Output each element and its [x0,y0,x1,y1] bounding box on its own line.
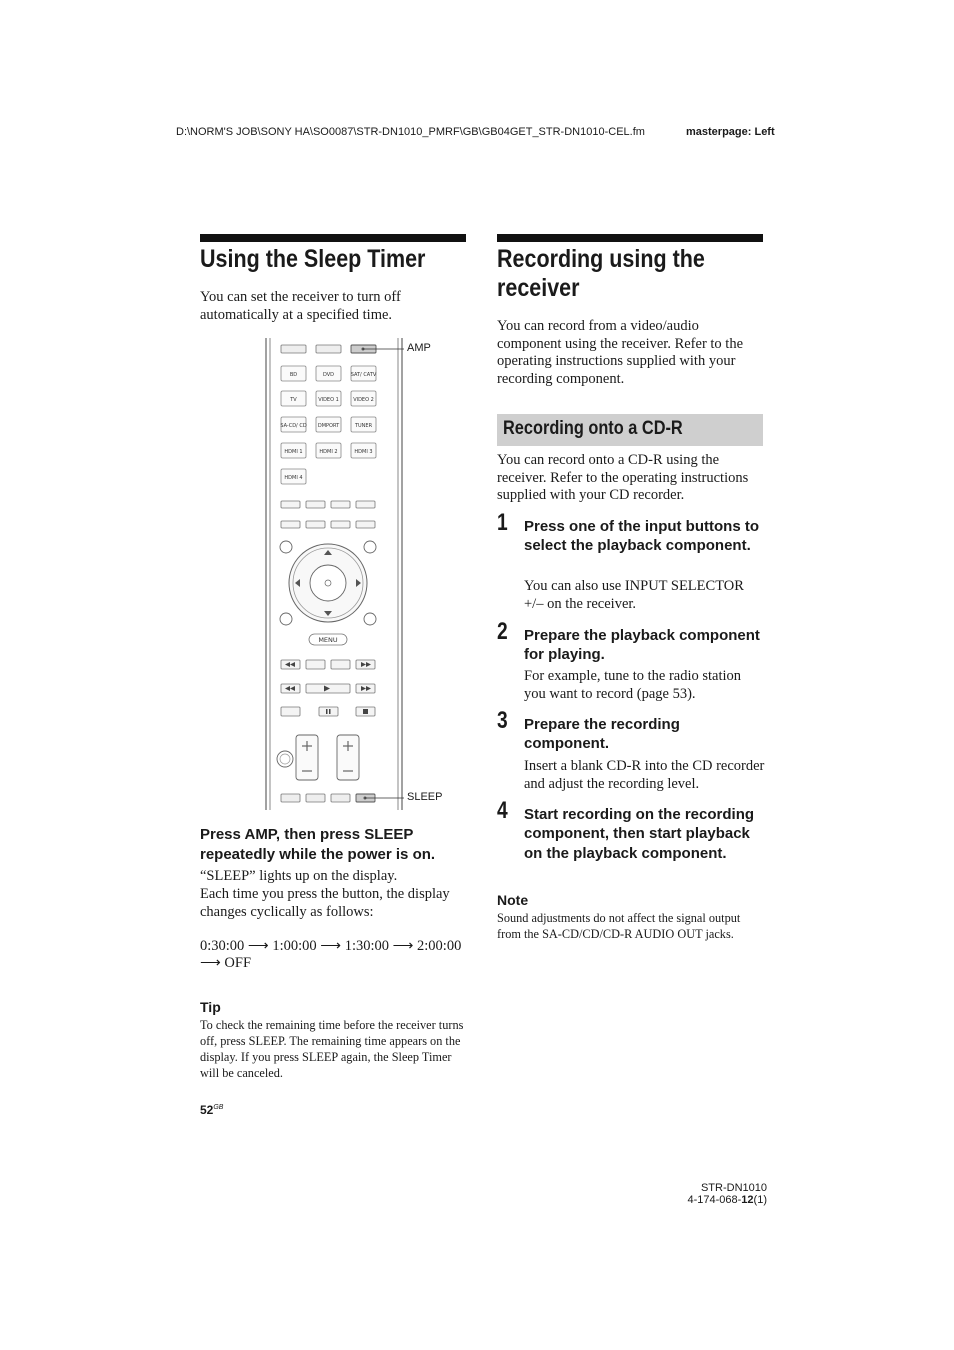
sleep-intro: You can set the receiver to turn off automatically at a specified time. [200,289,401,323]
step-number-3: 3 [497,707,508,734]
step-title-3: Prepare the recording component. [524,716,680,753]
remote-btn-sat: SAT/ CATV [350,372,377,378]
note-text: Sound adjustments do not affect the signal output from the SA-CD/CD/CD-R AUDIO OUT jacks. [497,911,741,941]
sleep-sequence-line1: 0:30:00 ⟶ 1:00:00 ⟶ 1:30:00 ⟶ 2:00:00 [200,938,462,954]
recording-title-line2: receiver [497,274,580,302]
page-number-suffix: GB [213,1104,224,1111]
step-body-2: For example, tune to the radio station you want to record (page 53). [524,668,742,702]
recording-title-line1: Recording using the [497,245,705,273]
remote-btn-bd: BD [289,372,298,378]
sleep-display-note: “SLEEP” lights up on the display. [200,868,398,884]
page-number-value: 52 [200,1103,214,1117]
document-code [687,1194,767,1206]
cdr-intro: You can record onto a CD-R using the receiver. Refer to the operating instructions supplied with your CD recorder. [497,452,749,504]
step-body-3: Insert a blank CD-R into the CD recorder and adjust the recording level. [524,758,765,792]
remote-btn-dvd: DVD [322,372,335,378]
remote-btn-hdmi1: HDMI 1 [284,449,303,455]
section-rule-right [497,234,763,242]
remote-control-drawing [264,338,404,810]
remote-btn-video1: VIDEO 1 [318,397,339,403]
remote-btn-hdmi4: HDMI 4 [284,475,303,481]
subsection-title-cdr: Recording onto a CD-R [503,418,683,439]
sleep-instruction: Press AMP, then press SLEEP repeatedly while the power is on. [200,826,436,863]
model-number: STR-DN1010 [700,1182,767,1194]
page-number [200,1103,223,1117]
masterpage-label: masterpage: Left [686,126,775,138]
remote-menu-label: MENU [318,636,338,644]
section-rule-left [200,234,466,242]
remote-btn-dmport: DMPORT [317,423,340,429]
step-title-1: Press one of the input buttons to select the playback component. [524,518,759,555]
remote-btn-hdmi2: HDMI 2 [319,449,338,455]
sleep-button-callout: SLEEP [407,791,443,803]
step-number-4: 4 [497,797,508,824]
step-body-1: You can also use INPUT SELECTOR +/– on the receiver. [524,578,744,612]
file-path-header: D:\NORM'S JOB\SONY HA\SO0087\STR-DN1010_PMRF\GB\GB04GET_STR-DN1010-CEL.fm [176,126,645,138]
recording-intro: You can record from a video/audio component using the receiver. Refer to the operating instructions supplied with your recording component. [497,318,744,388]
note-label: Note [497,892,529,908]
document-code-bold: 12 [741,1194,754,1206]
sleep-sequence-line2: ⟶ OFF [200,955,252,971]
step-number-2: 2 [497,618,508,645]
tip-label: Tip [200,999,221,1015]
remote-btn-video2: VIDEO 2 [353,397,374,403]
step-title-2: Prepare the playback component for playing. [524,627,760,664]
sleep-cycle-description: Each time you press the button, the display changes cyclically as follows: [200,886,450,920]
step-number-1: 1 [497,509,508,536]
section-title-sleep-timer: Using the Sleep Timer [200,245,426,273]
remote-btn-tv: TV [290,397,297,403]
amp-button-callout: AMP [407,342,431,354]
document-code-suffix: (1) [753,1194,767,1206]
section-title-recording [497,245,764,303]
step-title-4: Start recording on the recording component, then start playback on the playback component. [524,806,755,862]
remote-btn-tuner: TUNER [354,423,373,429]
remote-illustration [264,338,404,810]
document-code-prefix: 4-174-068- [687,1194,742,1206]
subsection-heading-bar [497,414,763,446]
remote-btn-sacd: SA-CD/ CD [280,423,307,429]
remote-btn-hdmi3: HDMI 3 [354,449,373,455]
tip-text: To check the remaining time before the receiver turns off, press SLEEP. The remaining time appears on the display. If you press SLEEP again, the Sleep Timer will be canceled. [200,1018,464,1080]
